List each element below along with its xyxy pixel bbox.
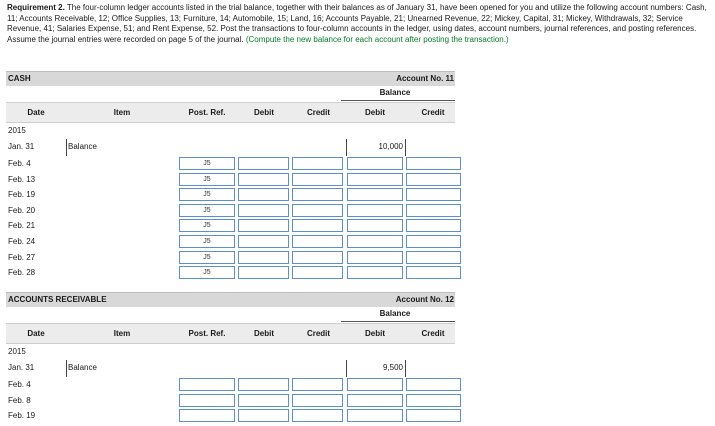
debit-input[interactable]	[238, 378, 289, 391]
cash-balance-label: Balance	[379, 88, 411, 97]
opening-date: Jan. 31	[8, 142, 35, 151]
balance-credit-input[interactable]	[406, 235, 461, 248]
ledger-entry-row	[6, 234, 455, 250]
col-debit: Debit	[254, 108, 274, 117]
ledger-entry-row	[6, 377, 455, 393]
ar-account-name: ACCOUNTS RECEIVABLE	[8, 295, 107, 304]
credit-input[interactable]	[292, 157, 343, 170]
requirement-label: Requirement 2.	[7, 3, 65, 12]
ledger-entry-row	[6, 393, 455, 409]
ar-account-number: Account No. 12	[395, 295, 454, 304]
balance-credit-divider	[405, 139, 406, 156]
balance-debit-input[interactable]	[347, 394, 403, 407]
item-column-divider	[66, 139, 67, 156]
requirement-body: The four-column ledger accounts listed in the trial balance, together with their balances as of January 31, have been opened for you and utilize the following account numbers: Cash, 11; Accounts Receivable, 12; Office Supplies, 13; Furniture, 14; Automobile, 15; Land, 16; Accounts Payable, 21; Unearned Revenue, 22; Mickey, Capital, 31; Mickey, Withdrawals, 32; Service Revenue, 41; Salaries Expense, 51; and Rent Expense, 52. Post the transactions to four-column accounts in the ledger, using dates, account numbers, journal references, and posting references. Assume the journal entries were recorded on page 5 of the journal.	[7, 3, 707, 44]
credit-input[interactable]	[292, 266, 343, 279]
opening-balance-debit: 9,500	[382, 363, 403, 372]
ledger-entry-row	[6, 408, 455, 424]
cash-balance-divider	[341, 100, 455, 101]
col-debit: Debit	[254, 329, 274, 338]
balance-debit-input[interactable]	[347, 204, 403, 217]
entry-date: Feb. 4	[8, 380, 31, 389]
balance-debit-input[interactable]	[347, 173, 403, 186]
balance-column-divider	[346, 360, 347, 377]
entry-date: Feb. 21	[8, 221, 36, 231]
credit-input[interactable]	[292, 173, 343, 186]
debit-input[interactable]	[238, 188, 289, 201]
debit-input[interactable]	[238, 409, 289, 422]
balance-column-divider	[346, 139, 347, 156]
entry-date: Feb. 20	[8, 205, 36, 215]
ledger-entry-row	[6, 187, 455, 203]
ledger-entry-row	[6, 265, 455, 281]
entry-date: Feb. 28	[8, 268, 36, 278]
debit-input[interactable]	[238, 266, 289, 279]
balance-credit-input[interactable]	[406, 157, 461, 170]
entry-date: Feb. 8	[8, 395, 31, 405]
balance-credit-input[interactable]	[406, 394, 461, 407]
cash-opening-row	[6, 139, 455, 155]
balance-debit-input[interactable]	[347, 188, 403, 201]
debit-input[interactable]	[238, 157, 289, 170]
balance-credit-input[interactable]	[406, 188, 461, 201]
debit-input[interactable]	[238, 173, 289, 186]
entry-date: Feb. 19	[8, 411, 36, 420]
entry-date: Feb. 24	[8, 237, 36, 246]
col-credit: Credit	[306, 329, 331, 338]
debit-input[interactable]	[238, 235, 289, 248]
ledger-entry-row	[6, 172, 455, 188]
post-ref-input[interactable]: J5	[179, 251, 235, 264]
col-date: Date	[27, 108, 45, 117]
post-ref-input[interactable]: J5	[179, 188, 235, 201]
ledger-entry-row	[6, 203, 455, 219]
ledger-entry-row	[6, 218, 455, 234]
post-ref-input[interactable]: J5	[179, 204, 235, 217]
debit-input[interactable]	[238, 219, 289, 232]
opening-date: Jan. 31	[8, 363, 35, 372]
col-balance-debit: Debit	[365, 108, 385, 117]
balance-credit-input[interactable]	[406, 251, 461, 264]
entry-date: Feb. 13	[8, 174, 36, 184]
col-balance-credit: Credit	[421, 108, 445, 117]
item-column-divider	[66, 360, 67, 377]
credit-input[interactable]	[292, 409, 343, 422]
balance-debit-input[interactable]	[347, 378, 403, 391]
requirement-text	[7, 3, 707, 45]
cash-year-row	[6, 124, 455, 140]
debit-input[interactable]	[238, 251, 289, 264]
ar-balance-divider	[341, 321, 455, 322]
ar-year-row	[6, 345, 455, 361]
balance-credit-input[interactable]	[406, 219, 461, 232]
col-post-ref: Post. Ref.	[188, 329, 226, 338]
post-ref-input[interactable]: J5	[179, 173, 235, 186]
credit-input[interactable]	[292, 219, 343, 232]
ledger-entry-row	[6, 156, 455, 172]
balance-credit-input[interactable]	[406, 266, 461, 279]
balance-credit-input[interactable]	[406, 204, 461, 217]
year-label: 2015	[8, 126, 26, 135]
ar-opening-row	[6, 360, 455, 376]
credit-input[interactable]	[292, 394, 343, 407]
ar-account-header	[6, 292, 455, 307]
ledger-entry-row	[6, 250, 455, 266]
opening-balance-debit: 10,000	[378, 142, 403, 151]
entry-date: Feb. 4	[8, 159, 31, 168]
balance-credit-input[interactable]	[406, 173, 461, 186]
credit-input[interactable]	[292, 188, 343, 201]
post-ref-input[interactable]: J5	[179, 157, 235, 170]
cash-column-header	[6, 102, 455, 123]
col-item: Item	[113, 329, 131, 338]
debit-input[interactable]	[238, 394, 289, 407]
balance-credit-divider	[405, 360, 406, 377]
year-label: 2015	[8, 347, 26, 356]
ar-balance-label: Balance	[379, 309, 411, 318]
col-date: Date	[27, 329, 45, 338]
balance-debit-input[interactable]	[347, 219, 403, 232]
credit-input[interactable]	[292, 235, 343, 248]
balance-debit-input[interactable]	[347, 157, 403, 170]
debit-input[interactable]	[238, 204, 289, 217]
balance-credit-input[interactable]	[406, 378, 461, 391]
entry-date: Feb. 19	[8, 190, 36, 200]
post-ref-input[interactable]: J5	[179, 235, 235, 248]
credit-input[interactable]	[292, 204, 343, 217]
balance-debit-input[interactable]	[347, 409, 403, 422]
col-post-ref: Post. Ref.	[188, 108, 226, 117]
credit-input[interactable]	[292, 251, 343, 264]
cash-account-header	[6, 71, 455, 86]
col-balance-credit: Credit	[421, 329, 445, 338]
opening-item: Balance	[68, 142, 97, 151]
col-credit: Credit	[306, 108, 331, 117]
credit-input[interactable]	[292, 378, 343, 391]
entry-date: Feb. 27	[8, 252, 36, 262]
post-ref-input[interactable]	[179, 378, 235, 391]
requirement-hint: (Compute the new balance for each account after posting the transaction.)	[245, 34, 509, 44]
ar-column-header	[6, 323, 455, 344]
post-ref-input[interactable]: J5	[179, 266, 235, 279]
opening-item: Balance	[68, 363, 97, 372]
col-balance-debit: Debit	[365, 329, 385, 338]
balance-debit-input[interactable]	[347, 235, 403, 248]
post-ref-input[interactable]: J5	[179, 219, 235, 232]
balance-debit-input[interactable]	[347, 266, 403, 279]
balance-debit-input[interactable]	[347, 251, 403, 264]
cash-account-name: CASH	[8, 74, 31, 83]
cash-account-number: Account No. 11	[396, 74, 454, 83]
post-ref-input[interactable]	[179, 409, 235, 422]
col-item: Item	[113, 108, 131, 117]
post-ref-input[interactable]	[179, 394, 235, 407]
balance-credit-input[interactable]	[406, 409, 461, 422]
